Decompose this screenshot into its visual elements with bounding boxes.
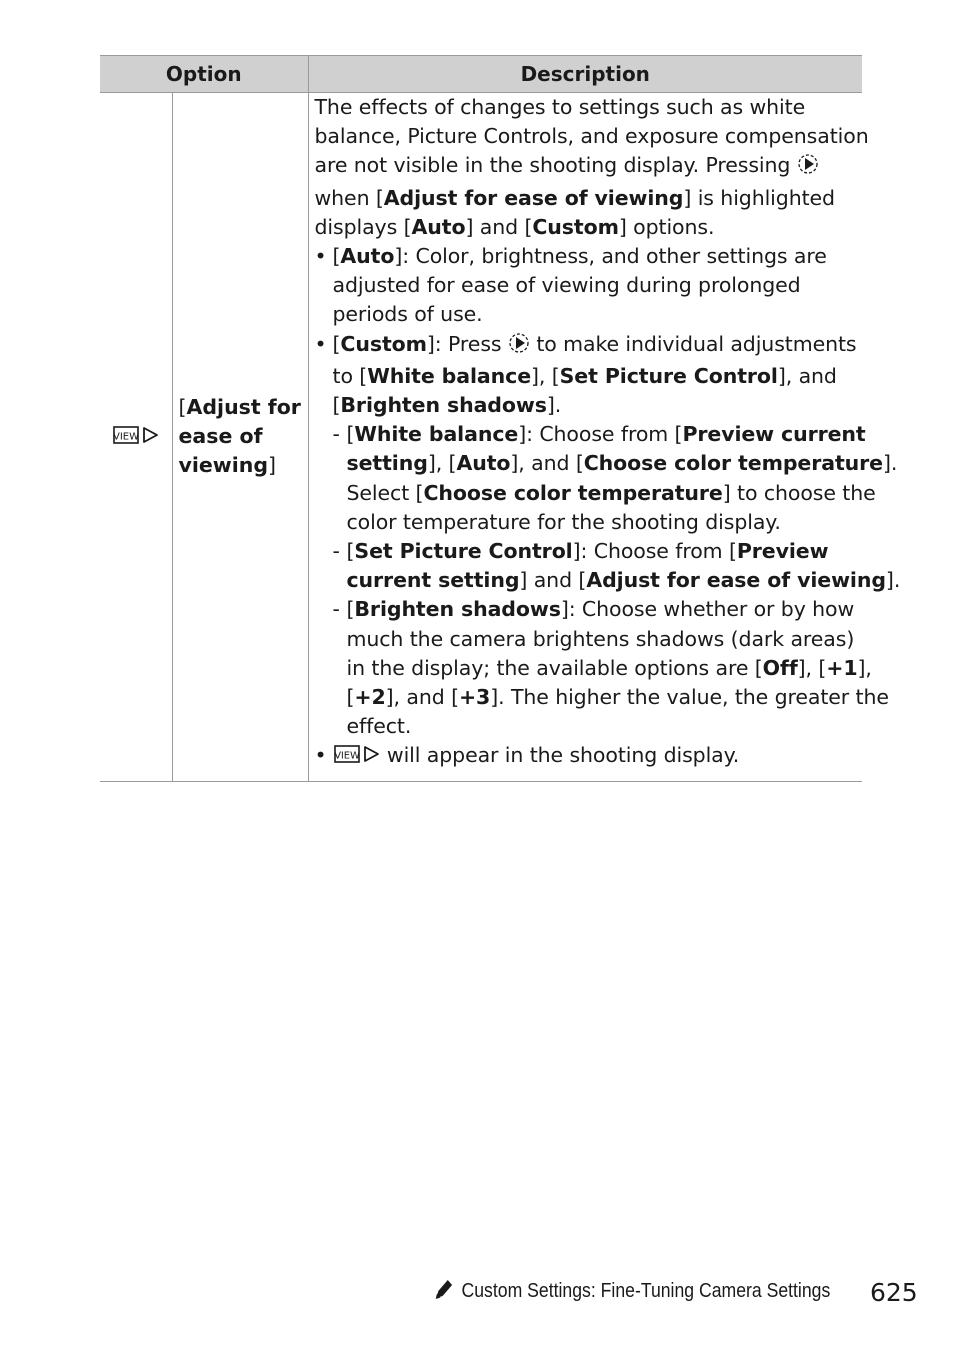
multi-selector-right-icon <box>797 153 819 183</box>
footer-section-title: Custom Settings: Fine-Tuning Camera Settings <box>434 1278 795 1310</box>
option-name-cell: [Adjust for ease of viewing] <box>172 93 308 782</box>
svg-text:VIEW: VIEW <box>112 431 139 443</box>
options-table <box>100 55 901 782</box>
page-number: 625 <box>870 1278 918 1307</box>
sublist-item-set-picture-control: - [Set Picture Control]: Choose from [Preview current setting] and [Adjust for ease of viewing]. <box>332 539 901 593</box>
header-option: Option <box>100 56 308 93</box>
description-intro: The effects of changes to settings such as white balance, Picture Controls, and exposure compensation are not visible in the shooting display. Pressing when [Adjust for ease of viewing] is highlighted displays [Auto] and [Custom] options. <box>314 95 869 239</box>
sublist-item-white-balance: - [White balance]: Choose from [Preview current setting], [Auto], and [Choose color temperature]. Select [Choose color temperature] to choose the color temperature for the shooting display. <box>332 422 898 534</box>
header-description: Description <box>308 56 862 93</box>
option-icon-cell <box>100 93 172 782</box>
list-item-appear: • VIEW will appear in the shooting display. <box>315 741 859 772</box>
list-item-auto: • [Auto]: Color, brightness, and other settings are adjusted for ease of viewing during prolonged periods of use. <box>314 244 827 327</box>
multi-selector-right-icon <box>508 332 530 362</box>
table-row <box>100 93 862 782</box>
sublist-item-brighten-shadows: - [Brighten shadows]: Choose whether or by how much the camera brightens shadows (dark areas) in the display; the available options are [Off], [+1], [+2], and [+3]. The higher the value, the greater the effect. <box>332 597 889 739</box>
view-mode-icon <box>112 425 160 449</box>
svg-text:VIEW: VIEW <box>333 750 360 762</box>
list-item-custom: • [Custom]: Press to make individual adjustments to [White balance], [Set Picture Control], and [Brighten shadows]. <box>314 331 857 418</box>
option-description-cell <box>308 93 901 782</box>
pencil-icon <box>434 1278 455 1306</box>
view-mode-icon <box>333 743 381 772</box>
table-header-row <box>100 56 862 93</box>
